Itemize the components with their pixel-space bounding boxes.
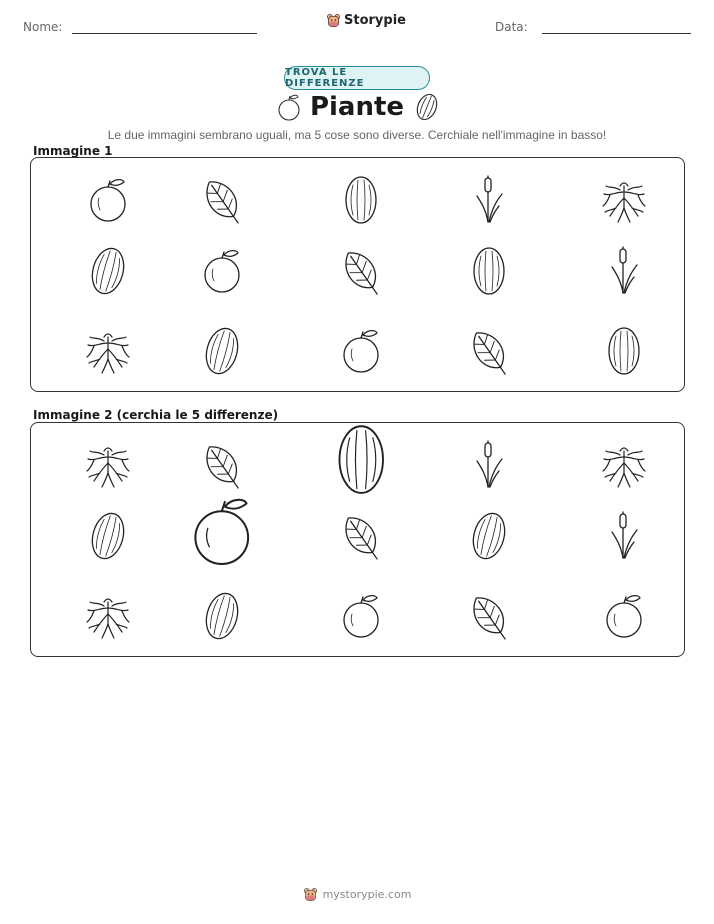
- roots-icon[interactable]: [599, 437, 649, 493]
- leaf-icon: [336, 243, 386, 299]
- brand-name: Storypie: [344, 13, 406, 28]
- apple-icon[interactable]: [599, 588, 649, 644]
- footer-url[interactable]: mystorypie.com: [322, 888, 412, 901]
- storypie-logo: [326, 13, 406, 28]
- leaf-icon[interactable]: [336, 508, 386, 564]
- image1-panel: [30, 157, 685, 392]
- mascot-icon: [326, 13, 341, 28]
- roots-icon: [83, 323, 133, 379]
- roots-icon: [599, 172, 649, 228]
- seed-icon[interactable]: [197, 588, 247, 644]
- apple-icon: [83, 172, 133, 228]
- name-label: Nome:: [23, 20, 63, 34]
- date-label: Data:: [495, 20, 528, 34]
- seed-icon: [464, 243, 514, 299]
- seed-icon[interactable]: [83, 508, 133, 564]
- leaf-icon: [197, 172, 247, 228]
- leaf-icon[interactable]: [464, 588, 514, 644]
- seed-icon: [599, 323, 649, 379]
- seed-icon: [336, 172, 386, 228]
- seed-icon: [414, 92, 440, 122]
- date-line[interactable]: [542, 33, 691, 34]
- seed-icon[interactable]: [325, 419, 398, 500]
- activity-badge: TROVA LE DIFFERENZE: [284, 66, 430, 90]
- image1-label: Immagine 1: [33, 144, 113, 158]
- cattail-icon[interactable]: [599, 508, 649, 564]
- leaf-icon[interactable]: [197, 437, 247, 493]
- mascot-icon: [303, 887, 318, 902]
- name-line[interactable]: [72, 33, 257, 34]
- apple-icon[interactable]: [183, 488, 261, 575]
- image2-label: Immagine 2 (cerchia le 5 differenze): [33, 408, 279, 422]
- seed-icon: [197, 323, 247, 379]
- seed-icon[interactable]: [464, 508, 514, 564]
- seed-icon: [83, 243, 133, 299]
- footer: [0, 887, 714, 902]
- roots-icon[interactable]: [83, 588, 133, 644]
- apple-icon: [197, 243, 247, 299]
- apple-icon: [336, 323, 386, 379]
- cattail-icon: [599, 243, 649, 299]
- cattail-icon[interactable]: [464, 437, 514, 493]
- apple-icon[interactable]: [336, 588, 386, 644]
- instructions-text: Le due immagini sembrano uguali, ma 5 cose sono diverse. Cerchiale nell'immagine in basso!: [107, 128, 607, 142]
- roots-icon[interactable]: [83, 437, 133, 493]
- cattail-icon: [464, 172, 514, 228]
- image2-panel[interactable]: [30, 422, 685, 657]
- leaf-icon: [464, 323, 514, 379]
- page-title: Piante: [309, 92, 405, 122]
